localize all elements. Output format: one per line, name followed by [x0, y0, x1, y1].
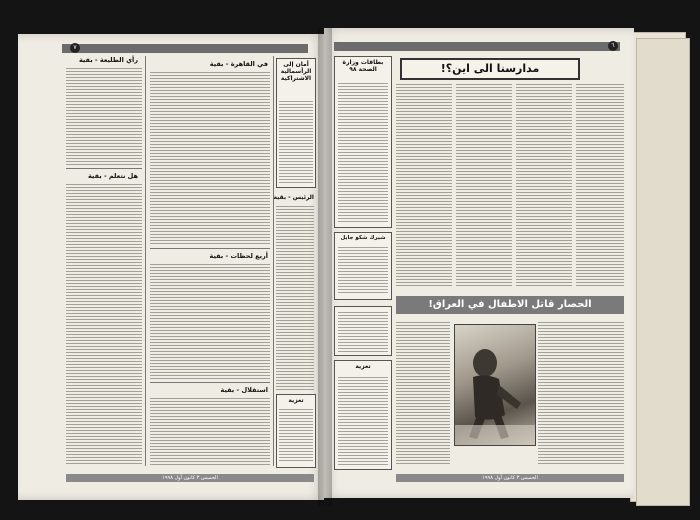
taaziya-left-box: [276, 394, 316, 468]
spine-gutter: [318, 28, 332, 506]
taaziya-left-text: [279, 407, 313, 463]
hadith-text: [338, 245, 388, 295]
hal-heading: هل نتعلم - بقية: [87, 172, 138, 180]
aman-text: [279, 99, 313, 183]
left-page: [18, 34, 324, 500]
arba-heading: أربع لحظات - بقية: [209, 252, 268, 260]
ruaa-text: [66, 66, 142, 166]
right-footer: الخميس ٣ كانون أول ١٩٩٨: [396, 474, 624, 482]
schools-text-col2: [456, 82, 512, 288]
page-stack-2: [636, 38, 690, 506]
health-cards-heading: بطاقات وزارة الصحة ٩٨: [342, 59, 384, 73]
aman-box: [276, 58, 316, 188]
newspaper-spread: [18, 28, 688, 506]
siege-headline: الحصار قاتل الاطفال في العراق!: [396, 296, 624, 314]
hal-text: [66, 182, 142, 464]
divider: [66, 168, 142, 169]
column-divider: [145, 56, 146, 466]
cairo-heading: في القاهرة - بقية: [209, 60, 268, 68]
health-cards-box: [334, 56, 392, 228]
istiqlal-heading: استقلال - بقية: [220, 386, 268, 394]
right-top-bar: [334, 42, 620, 51]
right-page-number: ٦: [608, 41, 618, 51]
schools-headline: مدارسنا الى اين؟!: [400, 58, 580, 80]
istiqlal-text: [150, 396, 270, 466]
siege-text-col2: [538, 320, 624, 466]
child-photo: [454, 324, 536, 446]
raees-text: [276, 204, 314, 390]
child-figure-icon: [455, 325, 535, 445]
left-footer: الخميس ٣ كانون أول ١٩٩٨: [66, 474, 314, 482]
box-text: [338, 310, 388, 352]
taaziya-right-box: [334, 360, 392, 470]
taaziya-right-text: [338, 375, 388, 465]
schools-text-col4: [576, 82, 624, 288]
taaziya-left-heading: تعزية: [288, 397, 304, 404]
left-top-bar: [62, 44, 308, 53]
taaziya-right-heading: تعزية: [355, 363, 371, 370]
raees-heading: الرئيس - بقية: [273, 194, 314, 201]
siege-text-col1: [396, 320, 450, 466]
hadith-heading: شيرك شكو جايل: [340, 235, 386, 241]
ruaa-heading: رأي الطليعة - بقية: [78, 56, 138, 64]
left-page-number: ٧: [70, 43, 80, 53]
column-divider: [273, 56, 274, 466]
hadith-box: [334, 232, 392, 300]
cairo-text: [150, 70, 270, 245]
schools-text-col3: [516, 82, 572, 288]
text-box: [334, 306, 392, 356]
divider: [150, 382, 270, 383]
schools-text-col1: [396, 82, 452, 288]
arba-text: [150, 262, 270, 380]
right-page: [324, 28, 634, 498]
aman-heading: أمان إلى الرأسمالية الاشتراكية: [280, 61, 312, 82]
health-cards-text: [338, 81, 388, 223]
divider: [150, 248, 270, 249]
